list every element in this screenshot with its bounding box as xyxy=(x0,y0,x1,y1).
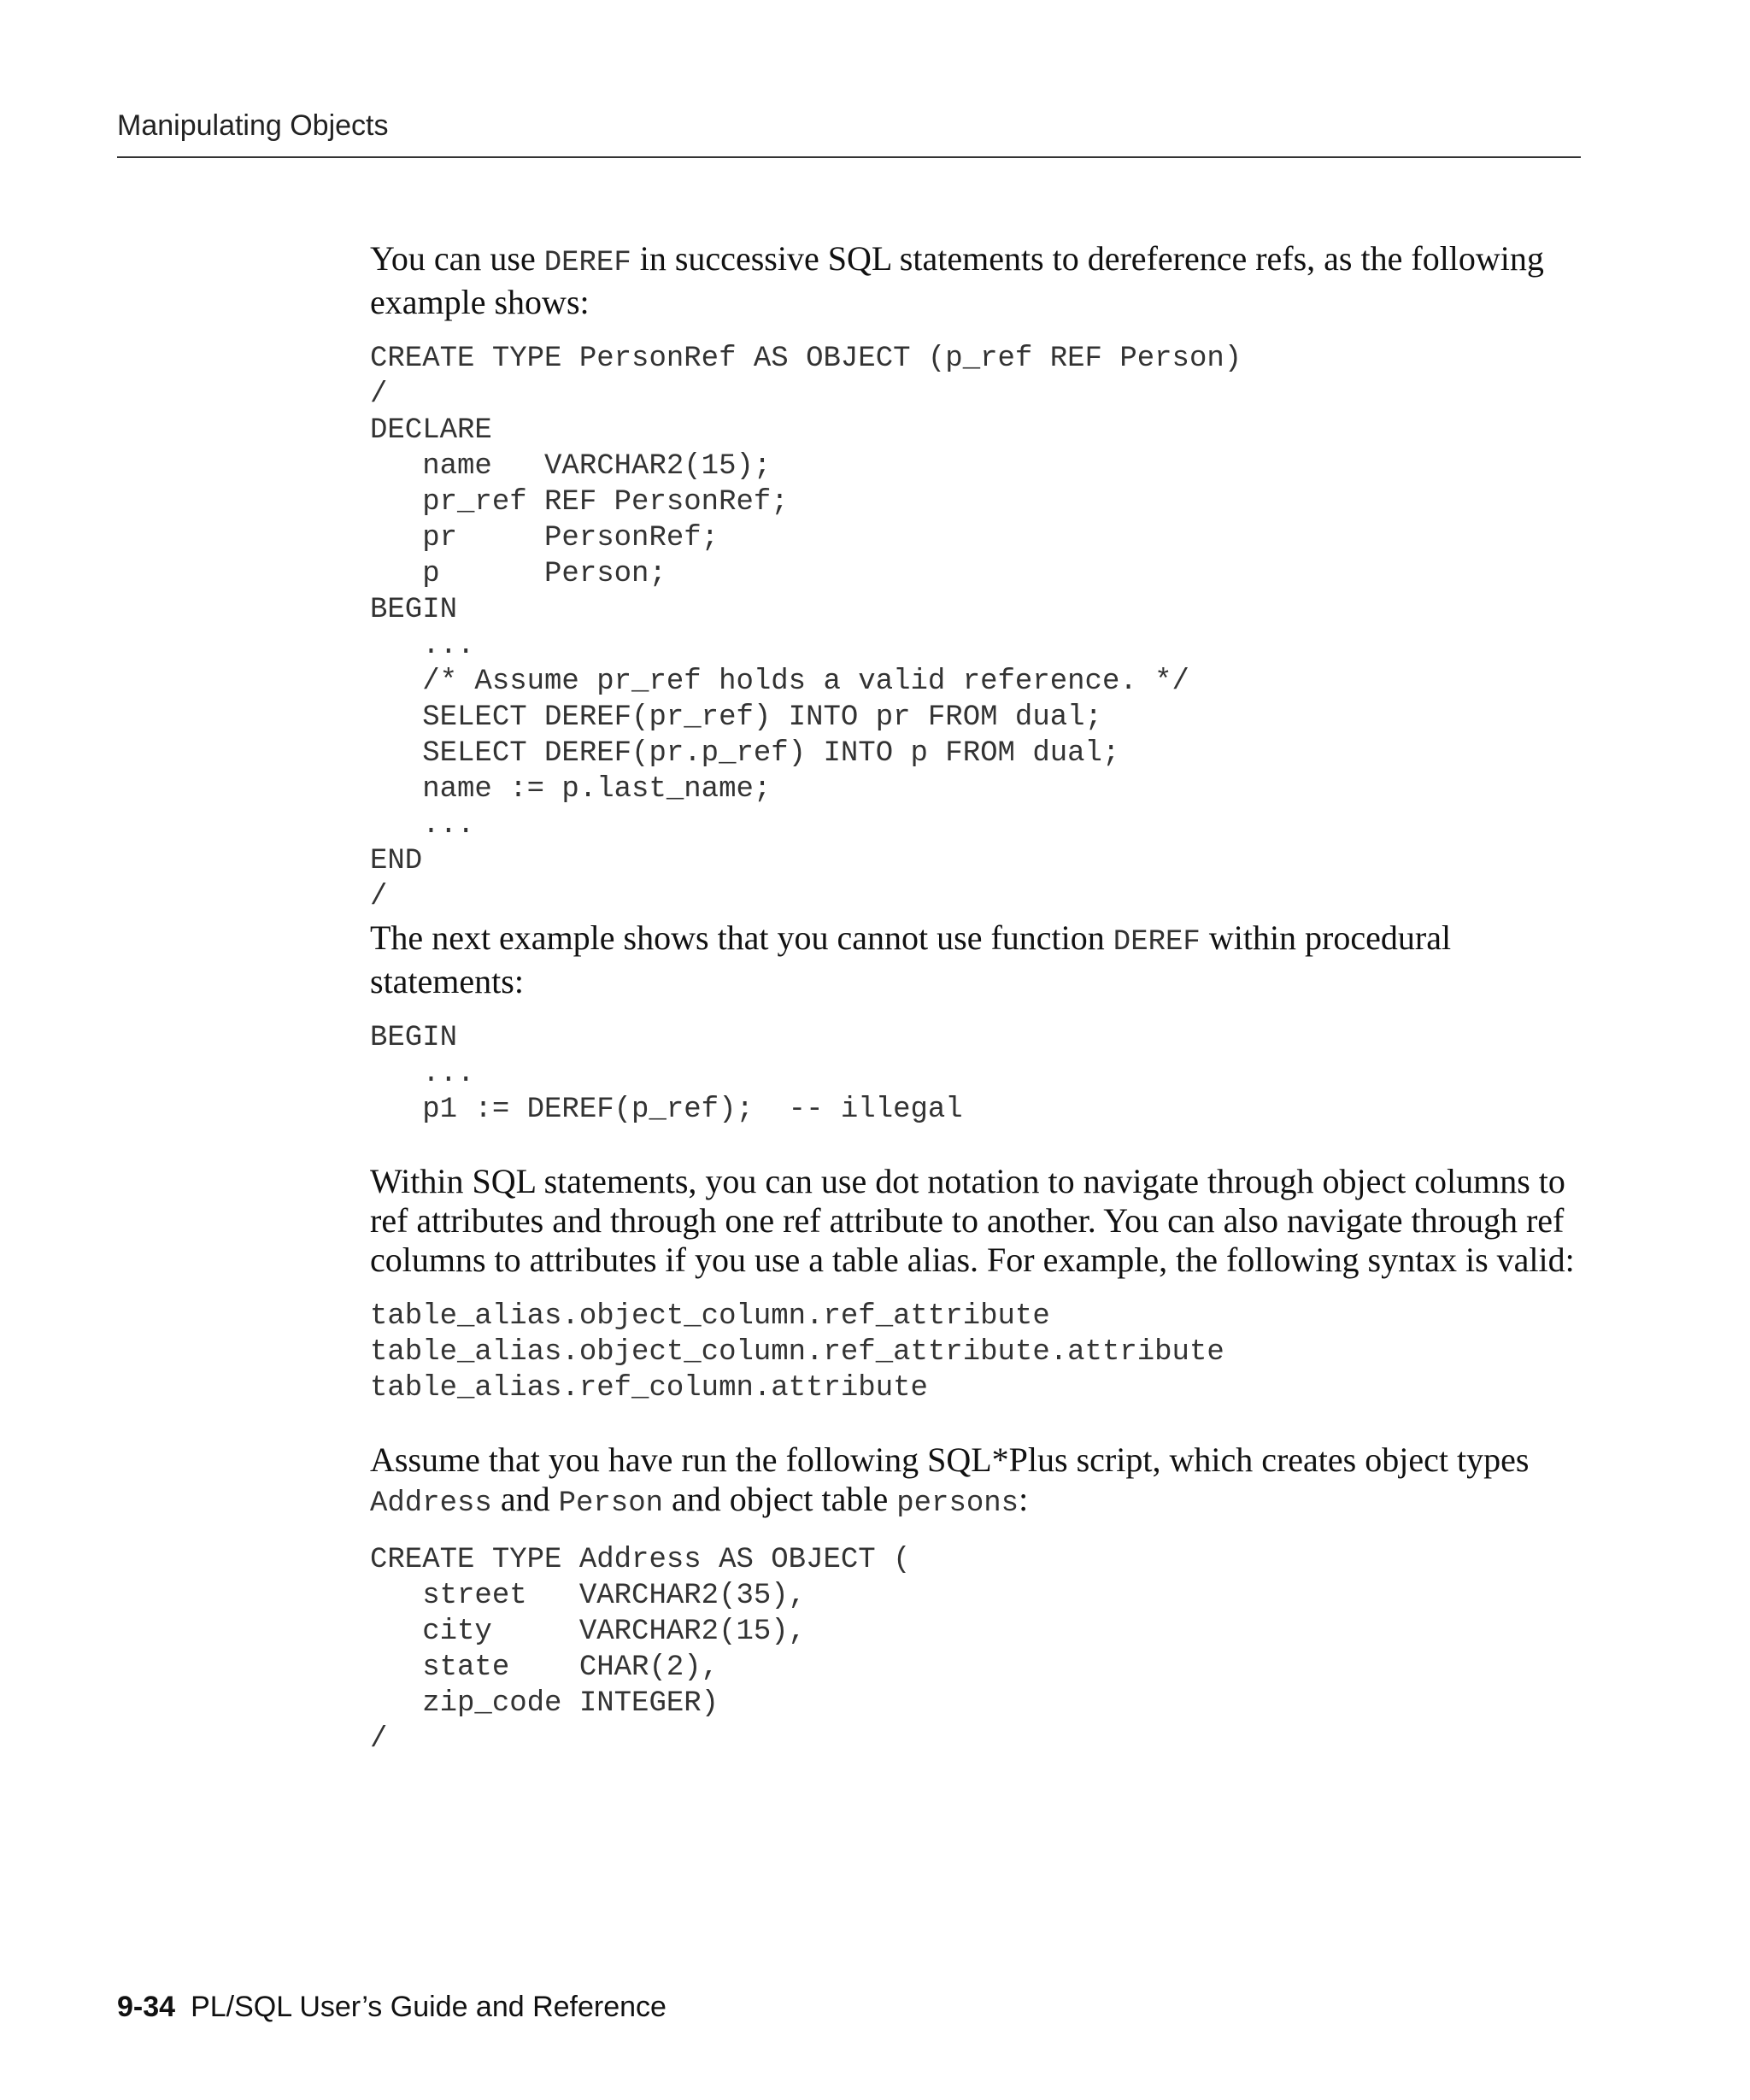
page-number: 9-34 xyxy=(117,1991,176,2023)
text: within procedural statements: xyxy=(370,918,1452,1000)
code-block-dot-syntax: table_alias.object_column.ref_attribute table_alias.object_column.ref_attribute.attribute table_alias.ref_column.attribute xyxy=(370,1300,1224,1405)
inline-code: DEREF xyxy=(543,247,631,279)
text: in successive SQL statements to dereference refs, as the following example shows: xyxy=(370,239,1544,321)
header-rule xyxy=(117,156,1581,158)
inline-code: DEREF xyxy=(1113,926,1201,959)
text: The next example shows that you cannot use function xyxy=(370,918,1113,957)
paragraph-dot-notation: Within SQL statements, you can use dot notation to navigate through object columns to ref attributes and through one ref attribute to another. You can also navigate through ref columns to attributes if you use a table alias. For example, the following syntax is valid: xyxy=(370,1162,1575,1279)
inline-code: persons xyxy=(896,1487,1019,1520)
text: : xyxy=(1019,1480,1029,1518)
paragraph-deref-illegal xyxy=(370,918,1583,1001)
page-footer xyxy=(117,1991,667,2024)
inline-code: Address xyxy=(370,1487,492,1520)
text: and xyxy=(491,1480,559,1518)
page-content xyxy=(370,239,1583,1757)
paragraph-sqlplus-script xyxy=(370,1440,1583,1523)
code-block-deref-example: CREATE TYPE PersonRef AS OBJECT (p_ref REF Person) / DECLARE name VARCHAR2(15); pr_ref REF PersonRef; pr PersonRef; p Person; BEGIN ... /* Assume pr_ref holds a valid reference. */ SELECT DEREF(pr_ref) INTO pr FROM dual; SELECT DEREF(pr.p_ref) INTO p FROM dual; name := p.last_name; ... END / xyxy=(370,343,1242,913)
inline-code: Person xyxy=(558,1487,664,1520)
text: Assume that you have run the following SQL*Plus script, which creates object types xyxy=(370,1440,1530,1479)
running-header: Manipulating Objects xyxy=(117,109,389,142)
code-block-illegal-deref: BEGIN ... p1 := DEREF(p_ref); -- illegal xyxy=(370,1022,963,1126)
text: You can use xyxy=(370,239,544,278)
book-title: PL/SQL User’s Guide and Reference xyxy=(191,1991,667,2023)
code-block-address-type: CREATE TYPE Address AS OBJECT ( street VARCHAR2(35), city VARCHAR2(15), state CHAR(2), zip_code INTEGER) / xyxy=(370,1544,911,1756)
paragraph-deref-intro xyxy=(370,239,1583,322)
text: and object table xyxy=(663,1480,897,1518)
